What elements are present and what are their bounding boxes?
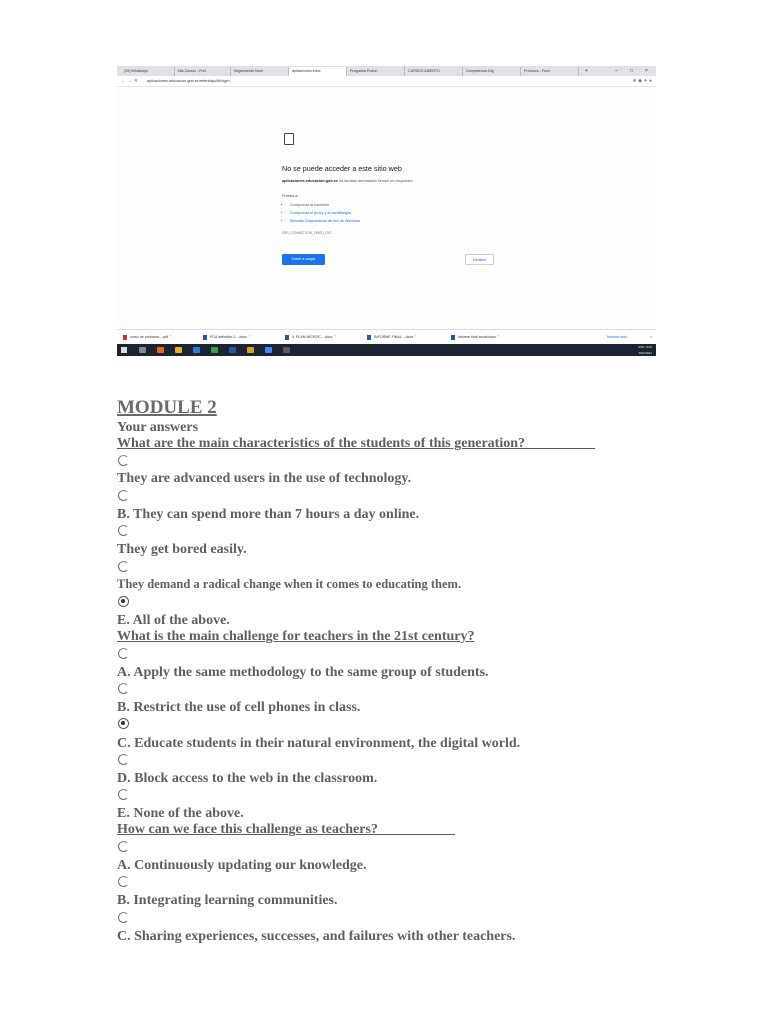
option-q2-e: E. None of the above. bbox=[117, 806, 244, 821]
close-window-icon[interactable]: × bbox=[645, 68, 648, 74]
tab-cursos-abiertos[interactable]: CURSOS ABIERTO bbox=[405, 67, 463, 76]
option-q1-a: They are advanced users in the use of technology. bbox=[117, 471, 412, 486]
address-bar-row bbox=[117, 76, 656, 87]
tab-programa[interactable]: Programa Profun bbox=[347, 67, 405, 76]
back-forward-reload-icons[interactable]: ← → ✕ bbox=[121, 78, 138, 84]
tab-whatsapp[interactable]: (20) WhatsApp bbox=[121, 67, 175, 76]
option-q1-d: They demand a radical change when it comes to educating them. bbox=[117, 577, 462, 591]
details-button[interactable]: Detalles bbox=[465, 254, 494, 265]
option-q1-e: E. All of the above. bbox=[117, 613, 230, 628]
show-all-downloads-link[interactable]: Mostrar todo bbox=[607, 335, 628, 339]
error-description bbox=[282, 179, 414, 183]
new-tab-icon[interactable]: + bbox=[585, 68, 588, 74]
option-q1-b: B. They can spend more than 7 hours a day online. bbox=[117, 507, 420, 522]
reload-button[interactable]: Volver a cargar bbox=[282, 254, 325, 265]
radio-q1-d[interactable] bbox=[118, 561, 129, 572]
radio-q2-a[interactable] bbox=[118, 648, 129, 659]
radio-q1-a[interactable] bbox=[118, 455, 129, 466]
tab-seguimiento[interactable]: Seguimiento Nivel bbox=[231, 67, 289, 76]
word-file-icon bbox=[367, 335, 371, 340]
download-item[interactable]: INFORME FINAL....docx ⌃ bbox=[367, 330, 417, 344]
error-page bbox=[117, 87, 656, 331]
chrome-icon[interactable] bbox=[265, 347, 272, 353]
question-2: What is the main challenge for teachers in the 21st century? bbox=[117, 629, 475, 644]
download-item[interactable]: curso de profuturo....pdf ⌃ bbox=[123, 330, 172, 344]
tab-profuturo[interactable]: Profuturo - Form bbox=[521, 67, 579, 76]
url-field[interactable]: aplicaciones.educacion.gob.ec/referidajo/Añ/sgm bbox=[147, 79, 230, 83]
taskbar-app-icon[interactable] bbox=[283, 347, 290, 353]
radio-q1-c[interactable] bbox=[118, 525, 129, 536]
taskbar-app-icon[interactable] bbox=[211, 347, 218, 353]
radio-q3-a[interactable] bbox=[118, 841, 129, 852]
system-tray-clock[interactable]: ESP 8:02 16/1/2021 bbox=[638, 345, 652, 355]
radio-q3-b[interactable] bbox=[118, 876, 129, 887]
option-q2-a: A. Apply the same methodology to the same group of students. bbox=[117, 665, 489, 680]
minimize-icon[interactable]: – bbox=[615, 68, 618, 74]
tab-mis-cursos[interactable]: Mis Cursos - Prof bbox=[175, 67, 231, 76]
error-host: aplicaciones.educacion.gob.ec bbox=[282, 179, 338, 183]
radio-q2-c-selected[interactable] bbox=[118, 718, 129, 729]
word-file-icon bbox=[451, 335, 455, 340]
suggestion-link[interactable]: • Ejecutar Diagnósticos de red de Windows bbox=[290, 217, 360, 225]
option-q2-b: B. Restrict the use of cell phones in class. bbox=[117, 700, 361, 715]
option-q2-c: C. Educate students in their natural environment, the digital world. bbox=[117, 736, 521, 751]
option-q3-a: A. Continuously updating our knowledge. bbox=[117, 858, 367, 873]
search-icon[interactable] bbox=[139, 347, 146, 353]
your-answers-label: Your answers bbox=[117, 420, 199, 435]
download-item[interactable]: informe final anual.docx ⌃ bbox=[451, 330, 500, 344]
option-q2-d: D. Block access to the web in the classroom. bbox=[117, 771, 378, 786]
error-try-label: Prueba a: bbox=[282, 194, 299, 198]
tab-competencia[interactable]: Competencia Dig bbox=[463, 67, 521, 76]
option-q3-c: C. Sharing experiences, successes, and failures with other teachers. bbox=[117, 929, 516, 944]
suggestion-link[interactable]: • Comprobar el proxy y el cortafuegos bbox=[290, 209, 360, 217]
error-title: No se puede acceder a este sitio web bbox=[282, 164, 402, 173]
download-item[interactable]: 4. PLAN MICROC....docx ⌃ bbox=[285, 330, 337, 344]
error-desc-text: ha tardado demasiado tiempo en responder. bbox=[337, 179, 414, 183]
option-q3-b: B. Integrating learning communities. bbox=[117, 893, 338, 908]
taskbar-app-icon[interactable] bbox=[193, 347, 200, 353]
option-q1-c: They get bored easily. bbox=[117, 542, 247, 557]
taskbar-app-icon[interactable] bbox=[157, 347, 164, 353]
windows-taskbar bbox=[117, 344, 656, 356]
taskbar-app-icon[interactable] bbox=[247, 347, 254, 353]
folder-icon[interactable] bbox=[175, 347, 182, 353]
radio-q2-b[interactable] bbox=[118, 683, 129, 694]
extension-icons[interactable]: ★ ◆ ✦ ● bbox=[632, 78, 652, 84]
radio-q2-d[interactable] bbox=[118, 754, 129, 765]
question-3: How can we face this challenge as teachers?___________ bbox=[117, 822, 455, 837]
suggestion-item: • Comprobar la conexión bbox=[290, 201, 360, 209]
word-icon[interactable] bbox=[229, 347, 236, 353]
radio-q2-e[interactable] bbox=[118, 789, 129, 800]
pdf-file-icon bbox=[123, 335, 127, 340]
downloads-bar bbox=[117, 329, 656, 344]
browser-tab-bar bbox=[117, 66, 656, 76]
close-downloads-icon[interactable]: × bbox=[650, 334, 653, 339]
word-file-icon bbox=[203, 335, 207, 340]
maximize-icon[interactable]: □ bbox=[630, 68, 634, 74]
question-1: What are the main characteristics of the students of this generation?__________ bbox=[117, 436, 596, 451]
module-heading: MODULE 2 bbox=[117, 397, 217, 418]
radio-q1-b[interactable] bbox=[118, 490, 129, 501]
word-file-icon bbox=[285, 335, 289, 340]
download-item[interactable]: PCA definitivo 2....docx ⌃ bbox=[203, 330, 251, 344]
tab-aplicaciones[interactable]: aplicaciones.educ bbox=[289, 67, 347, 76]
radio-q3-c[interactable] bbox=[118, 912, 129, 923]
windows-start-icon[interactable] bbox=[121, 347, 127, 353]
radio-q1-e-selected[interactable] bbox=[118, 596, 129, 607]
error-suggestions bbox=[282, 201, 360, 225]
broken-page-icon bbox=[284, 133, 294, 145]
error-code: ERR_CONNECTION_TIMED_OUT bbox=[282, 231, 333, 235]
embedded-browser-screenshot bbox=[117, 66, 656, 356]
